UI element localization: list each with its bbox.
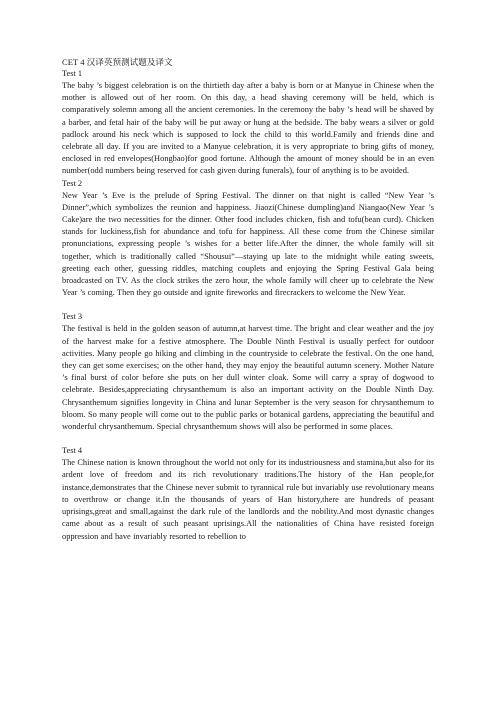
test-paragraph: New Year ’s Eve is the prelude of Spring Festival. The dinner on that night is called “New Year ’s Dinner”,which symbolizes the reunion and happiness. Jiaozi(Chinese dumpling)and Niangao(New Year ’s Cake)are the two necessities for the dinner. Other food includes chicken, fish and tofu(bean curd). Chicken stands for luckiness,fish for abundance and tofu for happiness. All these come from the Chinese similar pronunciations, expressing people ’s wishes for a better life.After the dinner, the whole family will sit together, which is traditionally called “Shousui”—staying up late to the midnight while eating sweets, greeting each other, guessing riddles, matching couplets and enjoying the Spring Festival Gala being broadcasted on TV. As the clock strikes the zero hour, the whole family will cheer up to celebrate the New Year ’s coming. Then they go outside and ignite fireworks and firecrackers to welcome the New Year.	[62, 190, 434, 298]
test-label: Test 3	[62, 312, 83, 322]
test-section-3	[62, 311, 434, 433]
test-section-1	[62, 68, 434, 178]
section-spacer	[62, 299, 434, 311]
section-spacer	[62, 433, 434, 445]
test-section-2	[62, 178, 434, 300]
test-label: Test 2	[62, 178, 83, 188]
test-paragraph: The baby ’s biggest celebration is on the thirtieth day after a baby is born or at Manyue in Chinese when the mother is allowed out of her room. On this day, a head shaving ceremony will be held, which is comparatively solemn among all the ancient ceremonies. In the ceremony the baby ’s head will be shaved by a barber, and fetal hair of the baby will be put away or hung at the bedside. The baby wears a silver or gold padlock around his neck which is supposed to lock the child to this world.Family and friends dine and celebrate all day. If you are invited to a Manyue celebration, it is very appropriate to bring gifts of money, enclosed in red envelopes(Hongbao)for good fortune. Although the amount of money should be in an even number(odd numbers being reserved for cash given during funerals), four of anything is to be avoided.	[62, 81, 434, 176]
test-label: Test 1	[62, 69, 83, 78]
test-section-4	[62, 445, 434, 542]
test-paragraph: The Chinese nation is known throughout the world not only for its industriousness and stamina,but also for its ardent love of freedom and its rich revolutionary traditions.The history of the Han people,for instance,demonstrates that the Chinese never submit to tyrannical rule but invariably use revolutionary means to overthrow or change it.In the thousands of years of Han history,there are hundreds of peasant uprisings,great and small,against the dark rule of the landlords and the nobility.And most dynastic changes came about as a result of such peasant uprisings.All the nationalities of China have resisted foreign oppression and have invariably resorted to rebellion to	[62, 458, 434, 541]
test-label: Test 4	[62, 446, 83, 456]
document-title: CET 4 汉译英预测试题及译文	[62, 57, 173, 67]
test-paragraph: The festival is held in the golden season of autumn,at harvest time. The bright and clear weather and the joy of the harvest make for a festive atmosphere. The Double Ninth Festival is usually perfect for outdoor activities. Many people go hiking and climbing in the countryside to celebrate the festival. On the one hand, they can get some exercises; on the other hand, they may enjoy the beautiful autumn scenery. Mother Nature ’s final burst of color before she puts on her dull winter cloak. Some will carry a spray of dogwood to celebrate. Besides,appreciating chrysanthemum is also an important activity on the Double Ninth Day. Chrysanthemum signifies longevity in China and lunar September is the very season for chrysanthemum to bloom. So many people will come out to the public parks or botanical gardens, appreciating the beautiful and wonderful chrysanthemum. Special chrysanthemum shows will also be performed in some places.	[62, 324, 434, 432]
